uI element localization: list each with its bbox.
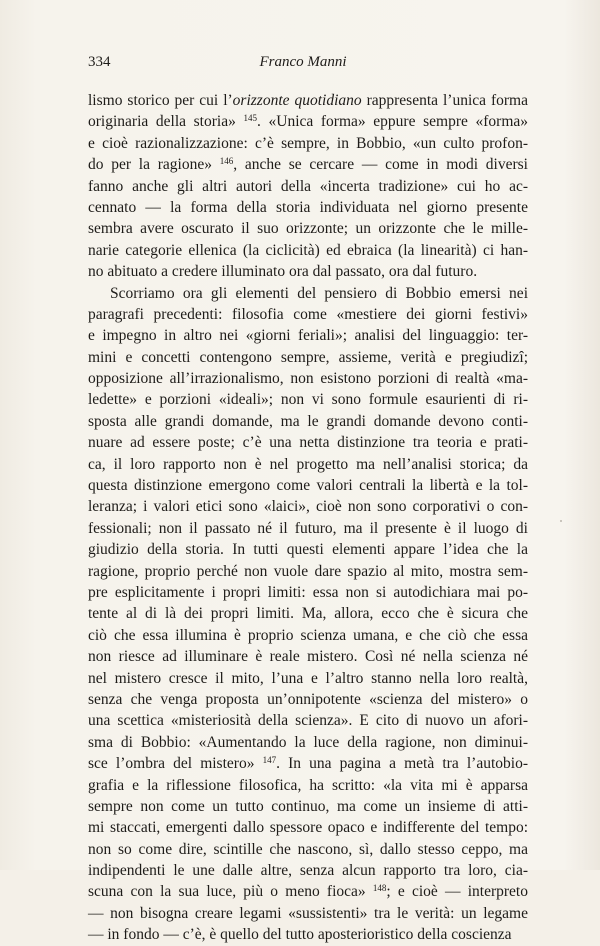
text-run: tente al di là dei propri limiti. Ma, allora, ecco che è sicura che	[88, 605, 528, 623]
text-line	[88, 90, 528, 111]
text-run: ; e cioè — interpreto	[386, 883, 528, 901]
text-run: giudizio della storia. In tutti questi elementi appare l’idea che la	[88, 541, 528, 559]
text-line	[88, 817, 528, 838]
text-line	[88, 347, 528, 368]
footnote-ref: 148	[372, 883, 387, 894]
text-line	[88, 176, 528, 197]
footnote-ref: 147	[262, 755, 277, 766]
text-line	[88, 881, 528, 902]
text-run: mini e concetti contengono sempre, assieme, verità e pregiudizî;	[88, 348, 528, 366]
text-run: ciò che essa illumina è proprio scienza umana, e che ciò che essa	[88, 626, 528, 644]
text-line	[88, 668, 528, 689]
text-line	[88, 454, 528, 475]
running-header	[88, 54, 518, 78]
text-run: leranza; i valori etici sono «laici», cioè non sono corporativi o con-	[88, 498, 528, 516]
page-number: 334	[88, 54, 111, 70]
text-line	[88, 860, 528, 881]
text-run: narie categorie ellenica (la ciclicità) ed ebraica (la linearità) ci han-	[88, 241, 528, 259]
text-run: — non bisogna creare legami «sussistenti» tra le verità: un legame	[88, 904, 528, 922]
text-run: scuna con la sua luce, più o meno fioca»	[88, 883, 373, 901]
body-text	[88, 90, 528, 946]
text-line	[88, 133, 528, 154]
text-run: paragrafi precedenti: filosofia come «mestiere dei giorni festivi»	[88, 305, 528, 323]
text-run: fessionali; non il passato né il futuro, ma il presente è il luogo di	[88, 519, 528, 537]
text-run: ragione, proprio perché non vuole dare spazio al mito, mostra sem-	[88, 562, 528, 580]
text-run: questa distinzione emergono come valori centrali la libertà e la tol-	[88, 477, 528, 495]
text-run: . «Unica forma» eppure sempre «forma»	[256, 113, 529, 131]
text-line	[88, 646, 528, 667]
text-run: senza che venga proposta un’onnipotente «scienza del mistero» o	[88, 690, 528, 708]
text-line	[88, 796, 528, 817]
paper-speck	[560, 520, 562, 522]
text-line	[88, 539, 528, 560]
text-run: e impegno in altro nei «giorni feriali»; analisi del linguaggio: ter-	[88, 327, 528, 345]
text-line	[88, 775, 528, 796]
text-run: ledette» e porzioni «ideali»; non vi sono formule esaurienti di ri-	[88, 391, 528, 409]
text-run: non so come dire, scintille che nascono, sì, dallo stesso ceppo, ma	[88, 840, 528, 858]
text-line	[88, 432, 528, 453]
text-line	[88, 603, 528, 624]
text-line	[88, 368, 528, 389]
text-run: cennato — la forma della storia individuata nel giorno presente	[88, 198, 528, 216]
text-line	[88, 218, 528, 239]
text-line	[88, 582, 528, 603]
text-line	[88, 924, 528, 945]
footnote-ref: 145	[243, 113, 257, 124]
italic-phrase: orizzonte quotidiano	[232, 92, 362, 109]
text-line	[88, 710, 528, 731]
text-run: Scorriamo ora gli elementi del pensiero di Bobbio emersi nei	[110, 284, 528, 302]
text-run: nel mistero cresce il mito, l’una e l’altro stanno nella loro realtà,	[88, 669, 528, 687]
text-run: sce l’ombra del mistero»	[88, 755, 263, 773]
text-line	[88, 283, 528, 304]
text-line	[88, 154, 528, 175]
footnote-ref: 146	[219, 156, 234, 167]
text-run: pre esplicitamente i propri limiti: essa non si autodichiara mai po-	[88, 583, 528, 601]
text-run: originaria della storia»	[88, 113, 244, 131]
text-line	[88, 197, 528, 218]
text-run: do per la ragione»	[88, 156, 220, 174]
text-run: — in fondo — c’è, è quello del tutto aposterioristico della coscienza	[88, 926, 512, 944]
text-run: lismo storico per cui l’	[88, 92, 233, 109]
text-run: no abituato a credere illuminato ora dal passato, ora dal futuro.	[88, 263, 478, 281]
text-line	[88, 261, 528, 282]
text-line	[88, 325, 528, 346]
text-line	[88, 496, 528, 517]
text-line	[88, 304, 528, 325]
text-run: sembra avere oscurato il suo orizzonte; un orizzonte che le mille-	[88, 220, 528, 238]
text-run: sma di Bobbio: «Aumentando la luce della ragione, non diminui-	[88, 733, 528, 751]
text-line	[88, 518, 528, 539]
running-title: Franco Manni	[259, 54, 347, 70]
text-run: opposizione all’irrazionalismo, non esistono porzioni di realtà «ma-	[88, 370, 528, 388]
text-line	[88, 389, 528, 410]
text-run: ca, il loro rapporto non è nel progetto ma nell’analisi storica; da	[88, 455, 528, 473]
text-run: , anche se cercare — come in modi diversi	[233, 156, 528, 174]
text-run: e cioè razionalizzazione: c’è sempre, in Bobbio, «un culto profon-	[88, 134, 528, 152]
text-run: grafia e la riflessione filosofica, ha scritto: «la vita mi è apparsa	[88, 776, 528, 794]
text-line	[88, 903, 528, 924]
text-line	[88, 753, 528, 774]
text-line	[88, 111, 528, 132]
text-line	[88, 625, 528, 646]
text-line	[88, 411, 528, 432]
text-run: non riesce ad illuminare è reale mistero. Così né nella scienza né	[88, 648, 528, 666]
text-run: indipendenti le une dalle altre, senza alcun rapporto tra loro, cia-	[88, 862, 528, 880]
text-run: sposta alle grandi domande, ma le grandi domande devono conti-	[88, 412, 528, 430]
text-run: una scettica «misteriosità della scienza». E cito di nuovo un afori-	[88, 712, 528, 730]
text-line	[88, 839, 528, 860]
text-run: mi staccati, emergenti dallo spessore opaco e indifferente del tempo:	[88, 819, 528, 837]
text-run: . In una pagina a metà tra l’autobio-	[276, 755, 528, 773]
text-line	[88, 561, 528, 582]
text-line	[88, 732, 528, 753]
text-run: sempre non come un tutto continuo, ma come un insieme di atti-	[88, 797, 528, 815]
text-line	[88, 240, 528, 261]
text-run: nuare ad essere poste; c’è una netta distinzione tra teoria e prati-	[88, 434, 528, 452]
text-line	[88, 475, 528, 496]
text-run: rappresenta l’unica forma	[361, 92, 528, 109]
text-run: fanno anche gli altri autori della «incerta tradizione» cui ho ac-	[88, 177, 528, 195]
text-line	[88, 689, 528, 710]
